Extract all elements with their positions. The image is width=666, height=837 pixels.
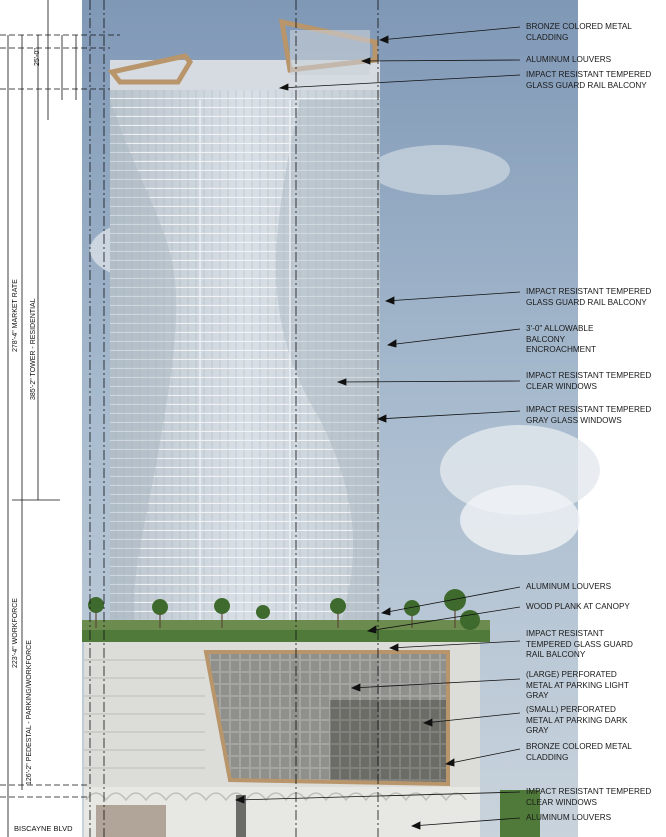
callout-clear-windows: IMPACT RESISTANT TEMPERED CLEAR WINDOWS [526,371,652,391]
callout-glass-guard-rail-top: IMPACT RESISTANT TEMPERED GLASS GUARD RAIL BALCONY [526,70,652,90]
callout-guard-rail-podium: IMPACT RESISTANT TEMPERED GLASS GUARD RAIL BALCONY [526,629,633,659]
dim-pedestal-parking: 126'-2" PEDESTAL - PARKING/WORKFORCE [26,640,33,785]
dim-market-rate: 278'-4" MARKET RATE [12,279,19,352]
callout-aluminum-louvers-top: ALUMINUM LOUVERS [526,55,612,64]
callout-bronze-cladding-podium: BRONZE COLORED METAL CLADDING [526,742,632,762]
dim-tower-residential: 385'-2" TOWER - RESIDENTIAL [30,298,37,400]
callout-gray-glass-windows: IMPACT RESISTANT TEMPERED GRAY GLASS WINDOWS [526,405,652,425]
callout-glass-guard-rail-mid: IMPACT RESISTANT TEMPERED GLASS GUARD RAIL BALCONY [526,287,652,307]
callout-small-perforated-metal: (SMALL) PERFORATED METAL AT PARKING DARK GRAY [526,705,628,735]
callout-balcony-encroachment: 3'-0" ALLOWABLE BALCONY ENCROACHMENT [526,324,597,354]
callout-aluminum-louvers-canopy: ALUMINUM LOUVERS [526,582,612,591]
callout-wood-plank-canopy: WOOD PLANK AT CANOPY [526,602,630,611]
callout-bronze-cladding-top: BRONZE COLORED METAL CLADDING [526,22,632,42]
callout-clear-windows-ground: IMPACT RESISTANT TEMPERED CLEAR WINDOWS [526,787,652,807]
street-label: BISCAYNE BLVD [14,824,73,833]
dim-crown: 25'-0" [34,48,41,66]
callout-aluminum-louvers-ground: ALUMINUM LOUVERS [526,813,612,822]
dim-workforce: 223'-4" WORKFORCE [12,598,19,668]
callout-large-perforated-metal: (LARGE) PERFORATED METAL AT PARKING LIGHT GRAY [526,670,629,700]
